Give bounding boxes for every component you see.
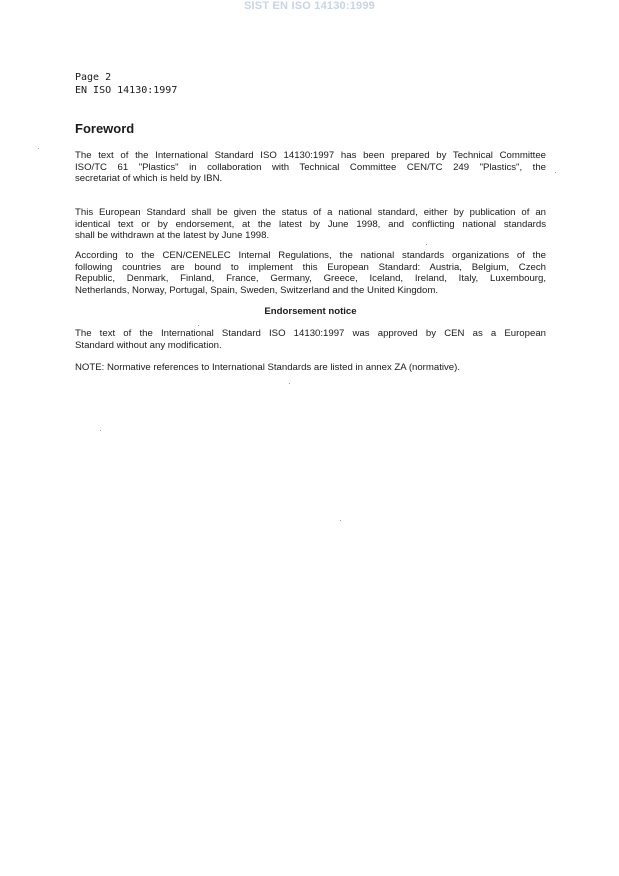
text-line: shall be withdrawn at the latest by June 1998. <box>75 230 270 242</box>
foreword-paragraph-3 <box>75 250 546 296</box>
text-line: The text of the International Standard ISO 14130:1997 was approved by CEN as a European <box>75 328 546 339</box>
text-line: NOTE: Normative references to International Standards are listed in annex ZA (normative). <box>75 362 460 373</box>
scan-speck <box>340 520 341 521</box>
text-line: The text of the International Standard ISO 14130:1997 has been prepared by Technical Committee <box>75 150 546 161</box>
foreword-heading: Foreword <box>75 121 135 136</box>
text-line: Republic, Denmark, Finland, France, Germany, Greece, Iceland, Ireland, Italy, Luxembourg, <box>75 273 546 285</box>
page-number: Page 2 <box>75 72 112 83</box>
scan-speck <box>100 430 101 431</box>
text-line: According to the CEN/CENELEC Internal Regulations, the national standards organizations of the <box>75 250 546 261</box>
endorsement-heading: Endorsement notice <box>264 306 357 317</box>
scan-speck <box>198 325 199 326</box>
scan-speck <box>426 244 427 245</box>
foreword-paragraph-1 <box>75 150 546 185</box>
text-line: This European Standard shall be given the status of a national standard, either by publication of an <box>75 207 546 218</box>
text-line: Netherlands, Norway, Portugal, Spain, Sweden, Switzerland and the United Kingdom. <box>75 284 438 296</box>
scan-speck <box>555 172 556 173</box>
text-line: Standard without any modification. <box>75 339 222 351</box>
foreword-paragraph-2 <box>75 207 546 242</box>
document-id: EN ISO 14130:1997 <box>75 85 178 96</box>
scan-speck <box>289 383 290 384</box>
scan-speck <box>38 148 39 149</box>
normative-note <box>75 362 546 374</box>
watermark: SIST EN ISO 14130:1999 <box>244 0 375 12</box>
text-line: identical text or by endorsement, at the latest by June 1998, and conflicting national standards <box>75 218 546 230</box>
text-line: secretariat of which is held by IBN. <box>75 173 223 185</box>
endorsement-paragraph <box>75 328 546 351</box>
text-line: following countries are bound to implement this European Standard: Austria, Belgium, Czech <box>75 261 546 273</box>
text-line: ISO/TC 61 "Plastics" in collaboration with Technical Committee CEN/TC 249 "Plastics", the <box>75 161 546 173</box>
